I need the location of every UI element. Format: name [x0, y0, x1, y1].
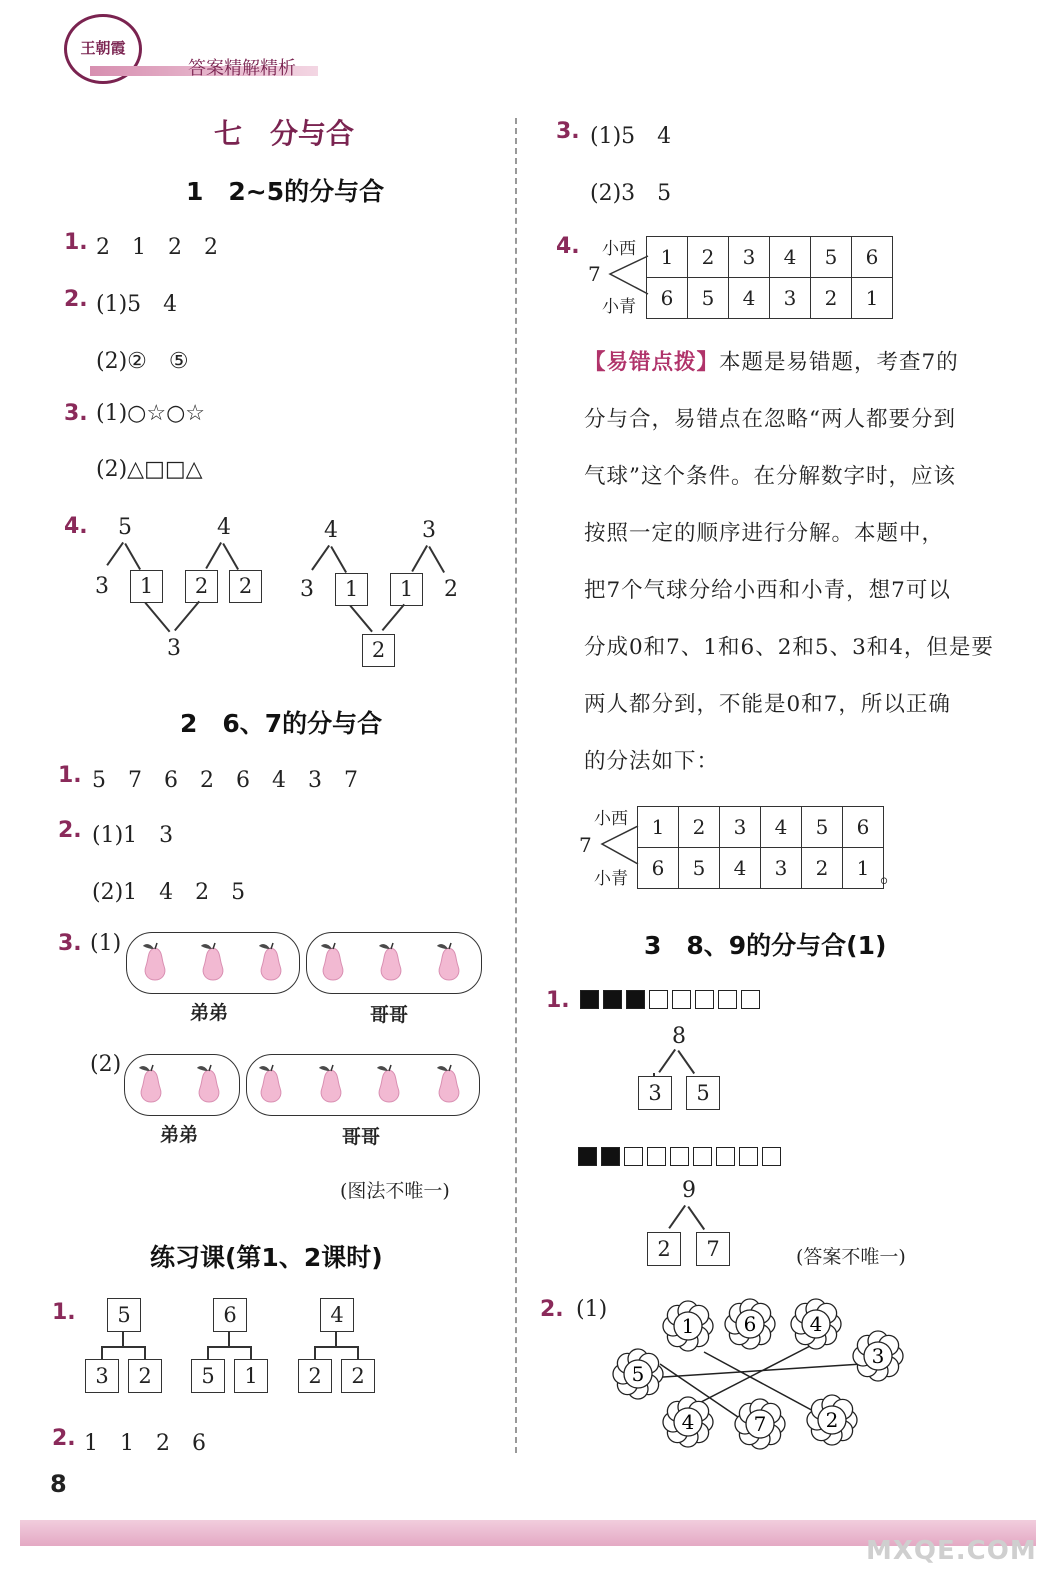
tree-b-box-2: 2 — [229, 570, 262, 603]
r-q4-label-a: 小西 — [602, 239, 636, 259]
r-s3-q1-bottom-part-1: 2 — [647, 1232, 681, 1266]
pear-icon — [318, 940, 348, 980]
l-s1-q2-num: 2. — [64, 287, 88, 312]
tree-d-box: 1 — [390, 573, 423, 606]
l-s2-q3-note: (图法不唯一) — [340, 1180, 450, 1202]
tip-line-2: 分与合，易错点在忽略“两人都要分到 — [584, 407, 956, 432]
cell: 3 — [729, 237, 770, 278]
cell: 6 — [647, 278, 688, 319]
tip-line-7: 两人都分到，不能是0和7，所以正确 — [584, 692, 951, 717]
r-q3-p2: (2)3 5 — [590, 181, 672, 206]
tree-d-top: 3 — [422, 518, 436, 543]
tree-cd-bottom-box: 2 — [362, 634, 395, 667]
flower-icon — [612, 1348, 664, 1400]
section-3-title: 3 8、9的分与合(1) — [644, 931, 887, 960]
r-q3-num: 3. — [556, 119, 580, 144]
tip-line-4: 按照一定的顺序进行分解。本题中， — [584, 521, 945, 546]
r-s3-q1-top-part-2: 5 — [686, 1076, 720, 1110]
r-s3-q1-bottom-total: 9 — [682, 1178, 696, 1203]
unit-title: 七 分与合 — [214, 117, 355, 150]
cell: 6 — [843, 807, 884, 848]
tip-line-3: 气球”这个条件。在分解数字时，应该 — [584, 464, 956, 489]
tip-line-8: 的分法如下： — [584, 749, 720, 774]
cell: 2 — [688, 237, 729, 278]
tree-c-box: 1 — [335, 573, 368, 606]
tree-b-box-1: 2 — [185, 570, 218, 603]
cell: 5 — [811, 237, 852, 278]
r-s3-q1-num: 1. — [546, 988, 570, 1013]
flower-icon — [734, 1398, 786, 1450]
l-s1-q3-num: 3. — [64, 401, 88, 426]
r-s3-q1-top-total: 8 — [672, 1024, 686, 1049]
r-q4-num: 4. — [556, 234, 580, 259]
cell: 4 — [761, 807, 802, 848]
label-brother-1: 弟弟 — [190, 1002, 229, 1024]
cell: 4 — [720, 848, 761, 889]
l-s3-q2-num: 2. — [52, 1426, 76, 1451]
r-q4-row-b — [647, 278, 893, 319]
r-s3-q2-num: 2. — [540, 1297, 564, 1322]
cell: 6 — [852, 237, 893, 278]
pr-a-left: 3 — [85, 1359, 119, 1393]
flower-number: 4 — [809, 1312, 823, 1336]
r-q4-row-a — [647, 237, 893, 278]
flower-number: 1 — [681, 1314, 695, 1338]
pear-icon — [198, 940, 228, 980]
section-2-title: 2 6、7的分与合 — [180, 709, 383, 738]
tip-table-end: 。 — [880, 863, 903, 888]
tree-a-top: 5 — [118, 515, 132, 540]
l-s1-q2-p1: (1)5 4 — [96, 292, 178, 317]
tip-table-row-a — [638, 807, 884, 848]
cell: 2 — [802, 848, 843, 889]
tree-c-top: 4 — [324, 518, 338, 543]
flower-icon — [662, 1300, 714, 1352]
pr-c-right: 2 — [341, 1359, 375, 1393]
column-divider — [515, 118, 517, 1453]
tree-c-left: 3 — [300, 577, 314, 602]
r-s3-q1-bottom-part-2: 7 — [696, 1232, 730, 1266]
flower-number: 3 — [871, 1344, 885, 1368]
cell: 3 — [770, 278, 811, 319]
cell: 1 — [647, 237, 688, 278]
tip-table — [637, 806, 884, 889]
tree-ab-bottom: 3 — [167, 636, 181, 661]
cell: 5 — [688, 278, 729, 319]
l-s2-q2-num: 2. — [58, 818, 82, 843]
l-s1-q1-num: 1. — [64, 230, 88, 255]
cell: 6 — [638, 848, 679, 889]
r-s3-q1-top-part-1: 3 — [638, 1076, 672, 1110]
tip-table-row-b — [638, 848, 884, 889]
r-s3-q2-p1: (1) — [576, 1297, 608, 1322]
tip-line-1 — [584, 334, 1004, 391]
pear-icon — [256, 940, 286, 980]
pr-c-top: 4 — [320, 1298, 354, 1332]
pr-a-top: 5 — [107, 1298, 141, 1332]
flower-icon — [852, 1330, 904, 1382]
l-s2-q3-p1: (1) — [90, 931, 122, 956]
cell: 4 — [770, 237, 811, 278]
tip-line-6: 分成0和7、1和6、2和5、3和4，但是要 — [584, 635, 994, 660]
tip-line-5: 把7个气球分给小西和小青，想7可以 — [584, 578, 951, 603]
l-s2-q1-answer: 5 7 6 2 6 4 3 7 — [92, 768, 358, 793]
flower-number: 4 — [681, 1410, 695, 1434]
cell: 1 — [843, 848, 884, 889]
l-s3-q1-num: 1. — [52, 1300, 76, 1325]
cell: 3 — [720, 807, 761, 848]
tip-table-branch — [592, 822, 642, 872]
squares-row-2 — [578, 1146, 785, 1166]
flower-number: 2 — [825, 1408, 839, 1432]
r-q4-total: 7 — [588, 262, 601, 286]
r-q4-table — [646, 236, 893, 319]
flower-icon — [724, 1298, 776, 1350]
tip-block — [584, 334, 1004, 790]
tree-d-right: 2 — [444, 577, 458, 602]
flower-icon — [806, 1394, 858, 1446]
label-elder-1: 哥哥 — [370, 1004, 409, 1026]
pear-icon — [434, 940, 464, 980]
r-q4-branch — [600, 252, 650, 302]
flower-number: 5 — [631, 1362, 645, 1386]
pr-c-left: 2 — [298, 1359, 332, 1393]
cell: 1 — [852, 278, 893, 319]
l-s2-q3-p2: (2) — [90, 1052, 122, 1077]
r-q4-label-b: 小青 — [602, 297, 636, 317]
pr-b-left: 5 — [191, 1359, 225, 1393]
r-q3-p1: (1)5 4 — [590, 124, 672, 149]
header-tagline: 答案精解精析 — [188, 58, 296, 79]
l-s2-q2-p2: (2)1 4 2 5 — [92, 880, 246, 905]
l-s1-q1-answer: 2 1 2 2 — [96, 235, 218, 260]
l-s1-q3-p2: (2)△□□△ — [96, 457, 203, 482]
cell: 4 — [729, 278, 770, 319]
tip-head: 【易错点拨】 — [584, 350, 720, 375]
tip-table-total: 7 — [579, 833, 592, 857]
tree-a-box: 1 — [130, 570, 163, 603]
brand-logo-text: 王朝霞 — [80, 39, 126, 57]
flower-number: 6 — [743, 1312, 757, 1336]
tip-table-label-a: 小西 — [594, 809, 628, 829]
cell: 5 — [802, 807, 843, 848]
pr-a-right: 2 — [128, 1359, 162, 1393]
label-elder-2: 哥哥 — [342, 1126, 381, 1148]
page-number: 8 — [50, 1470, 67, 1498]
l-s1-q4-num: 4. — [64, 514, 88, 539]
l-s2-q1-num: 1. — [58, 763, 82, 788]
cell: 1 — [638, 807, 679, 848]
label-brother-2: 弟弟 — [160, 1124, 199, 1146]
tip-text: 本题是易错题，考查7的 — [719, 350, 959, 375]
l-s1-q3-p1: (1)○☆○☆ — [96, 401, 206, 426]
tree-a-left: 3 — [95, 574, 109, 599]
pear-icon — [140, 940, 170, 980]
l-s2-q2-p1: (1)1 3 — [92, 823, 174, 848]
flower-icon — [790, 1298, 842, 1350]
tip-table-label-b: 小青 — [594, 869, 628, 889]
cell: 5 — [679, 848, 720, 889]
cell: 2 — [679, 807, 720, 848]
pr-b-top: 6 — [213, 1298, 247, 1332]
l-s1-q2-p2: (2)② ⑤ — [96, 349, 189, 374]
l-s2-q3-num: 3. — [58, 931, 82, 956]
squares-row-1 — [580, 989, 764, 1009]
header — [0, 0, 1056, 100]
r-s3-q1-note: (答案不唯一) — [796, 1246, 906, 1268]
flower-icon — [662, 1396, 714, 1448]
section-practice-title: 练习课(第1、2课时) — [150, 1243, 383, 1272]
pear-group-brother-2 — [124, 1054, 240, 1116]
pr-b-right: 1 — [234, 1359, 268, 1393]
watermark: MXQE.COM — [866, 1536, 1037, 1566]
tree-b-top: 4 — [217, 515, 231, 540]
section-1-title: 1 2~5的分与合 — [186, 177, 385, 206]
flower-number: 7 — [753, 1412, 767, 1436]
pear-group-elder-2 — [246, 1054, 480, 1116]
cell: 3 — [761, 848, 802, 889]
pear-icon — [376, 940, 406, 980]
cell: 2 — [811, 278, 852, 319]
l-s3-q2-answer: 1 1 2 6 — [84, 1431, 206, 1456]
